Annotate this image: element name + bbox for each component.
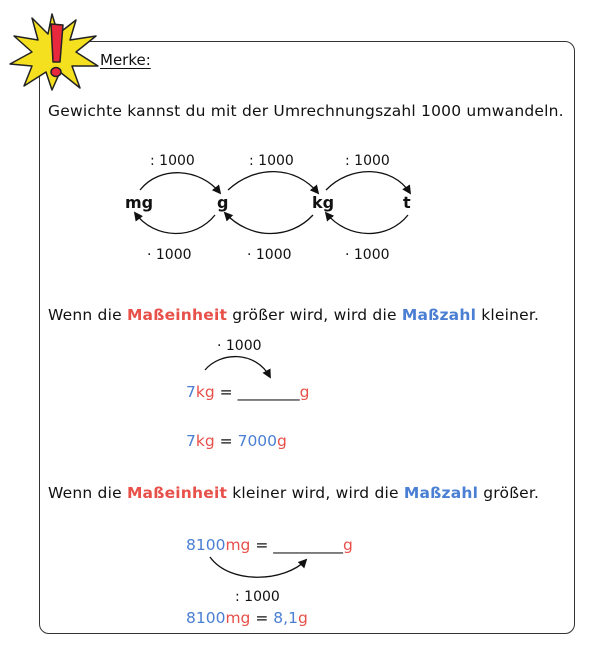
example2-target-unit: g [343, 536, 353, 554]
example2-answer [186, 609, 308, 627]
unit-mg: mg [125, 193, 154, 212]
example1-a-eq: = [219, 432, 233, 450]
rule1-number-word: Maßzahl [401, 306, 477, 324]
example1-a-unit: kg [195, 432, 215, 450]
div-label-3: : 1000 [345, 153, 390, 169]
example2-a-num: 8100 [186, 609, 226, 627]
example1-answer [186, 432, 287, 450]
rule2-part1: Wenn die [48, 484, 127, 502]
rule1-unit-word: Maßeinheit [126, 306, 228, 324]
unit-g: g [217, 193, 229, 212]
example2-a-unit: mg [225, 609, 251, 627]
example1-question [186, 383, 309, 401]
rule1-part2: größer wird, wird die [227, 306, 402, 324]
arrow-g-to-mg [135, 213, 215, 234]
arrow-g-to-kg [228, 172, 318, 193]
unit-kg: kg [312, 193, 335, 212]
rule2-number-word: Maßzahl [403, 484, 479, 502]
example2-arrow [210, 557, 306, 577]
mul-label-2: · 1000 [247, 247, 292, 263]
example1-blank: ________ [237, 383, 300, 401]
example2-op-label: : 1000 [235, 589, 280, 605]
example2-a-eq: = [255, 609, 269, 627]
rule2-unit-word: Maßeinheit [126, 484, 228, 502]
mul-label-3: · 1000 [345, 247, 390, 263]
merke-title: Merke: [100, 51, 151, 69]
example2-a-value-unit: g [297, 609, 308, 627]
rule1-part1: Wenn die [48, 306, 127, 324]
arrow-kg-to-t [326, 172, 410, 193]
div-label-2: : 1000 [249, 153, 294, 169]
rule2-part2: kleiner wird, wird die [227, 484, 404, 502]
example1-a-value: 7000 [237, 432, 278, 450]
example1-q-num: 7 [186, 383, 196, 401]
example1-eq: = [219, 383, 233, 401]
arrow-kg-to-g [225, 213, 313, 234]
unit-t: t [403, 193, 411, 212]
example2-q-num: 8100 [186, 536, 226, 554]
example1-a-num: 7 [186, 432, 196, 450]
mul-label-1: · 1000 [147, 247, 192, 263]
example2-eq: = [255, 536, 269, 554]
arrow-mg-to-g [140, 173, 220, 193]
example1-op-label: · 1000 [217, 338, 262, 354]
arrow-t-to-kg [326, 213, 408, 234]
example1-q-unit: kg [195, 383, 215, 401]
example1-target-unit: g [299, 383, 310, 401]
example1-a-value-unit: g [277, 432, 287, 450]
example2-blank: _________ [273, 536, 344, 554]
rule1-text [48, 306, 539, 324]
div-label-1: : 1000 [150, 153, 195, 169]
rule2-part3: größer. [478, 484, 540, 502]
rule2-text [48, 484, 539, 502]
example2-q-unit: mg [225, 536, 251, 554]
example2-question [186, 536, 353, 554]
intro-text: Gewichte kannst du mit der Umrechnungszahl 1000 umwandeln. [48, 102, 564, 120]
rule1-part3: kleiner. [476, 306, 540, 324]
example1-arrow [205, 357, 270, 377]
example2-a-value: 8,1 [273, 609, 298, 627]
